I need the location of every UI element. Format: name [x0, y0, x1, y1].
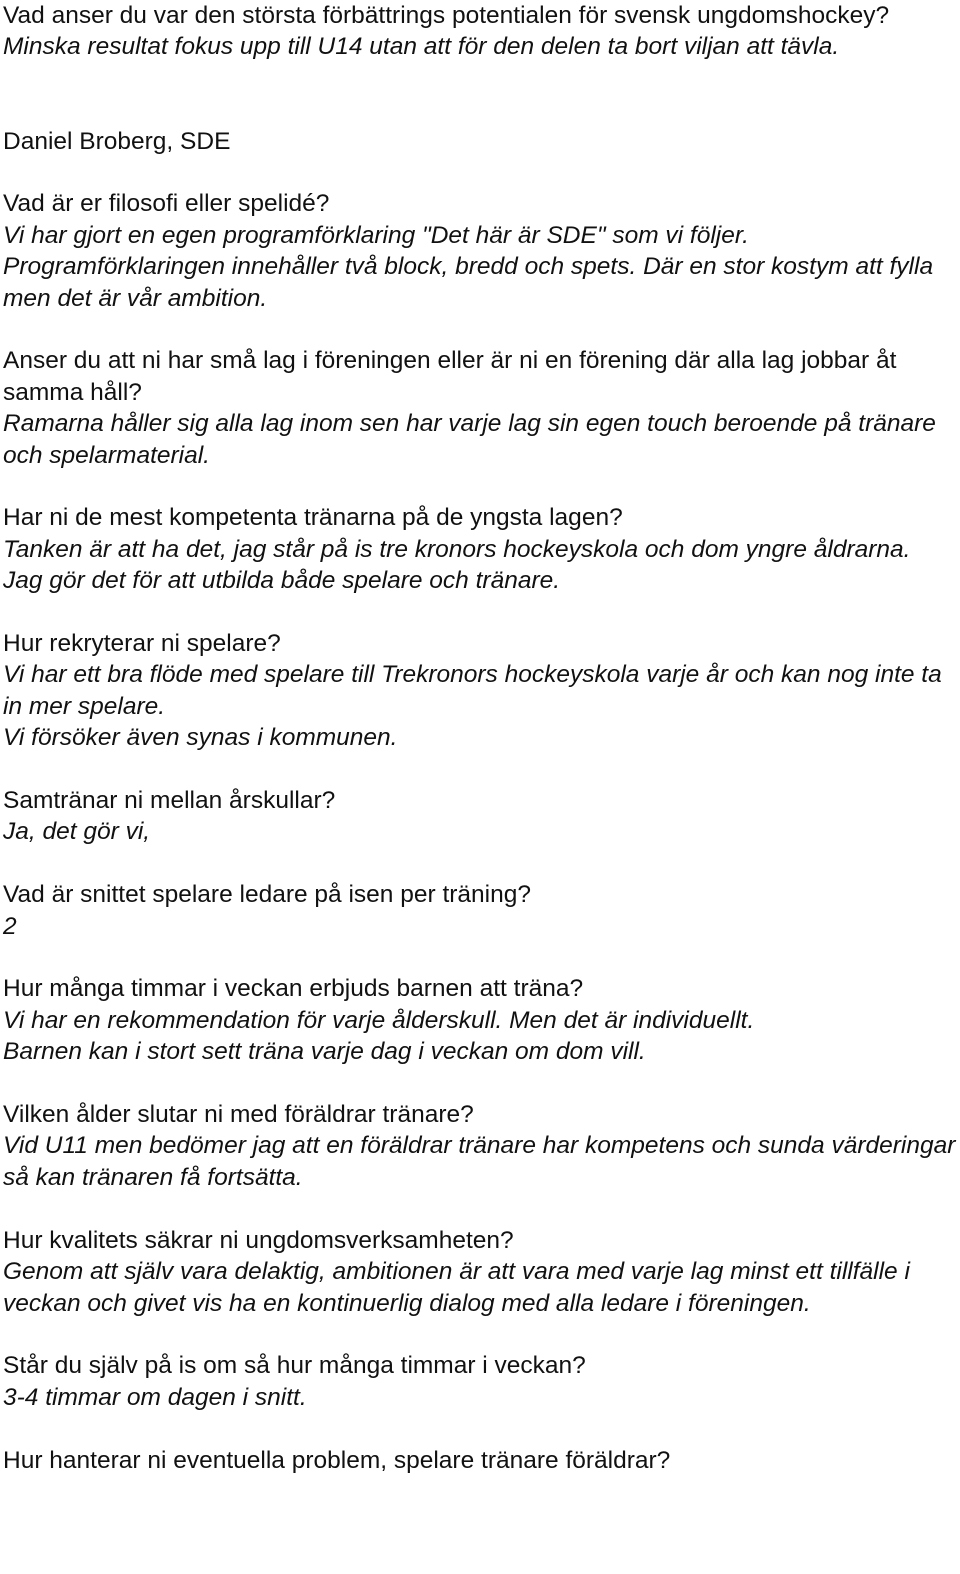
- question: Hur många timmar i veckan erbjuds barnen att träna?: [3, 975, 584, 1003]
- answer-continued: Vi försöker även synas i kommunen.: [3, 724, 398, 752]
- spacer: [3, 597, 956, 628]
- qa-item-hours: [3, 973, 956, 1067]
- intro-block: [3, 0, 956, 63]
- spacer: [3, 157, 956, 188]
- intro-question: Vad anser du var den största förbättrings potentialen för svensk ungdomshockey?: [3, 2, 890, 29]
- spacer: [3, 314, 956, 345]
- qa-item-problems: [3, 1445, 956, 1476]
- answer: Vi har en rekommendation för varje ålderskull. Men det är individuellt.: [3, 1006, 755, 1034]
- spacer: [3, 1193, 956, 1224]
- qa-item-parent-coaches: [3, 1099, 956, 1193]
- answer: 3-4 timmar om dagen i snitt.: [3, 1383, 307, 1411]
- answer: Vid U11 men bedömer jag att en föräldrar tränare har kompetens och sunda värderingar så kan tränaren få fortsätta.: [3, 1132, 956, 1191]
- answer-continued: Barnen kan i stort sett träna varje dag i veckan om dom vill.: [3, 1038, 646, 1066]
- question: Anser du att ni har små lag i föreningen eller är ni en förening där alla lag jobbar åt samma håll?: [3, 347, 897, 406]
- question: Hur hanterar ni eventuella problem, spelare tränare föräldrar?: [3, 1446, 671, 1474]
- question: Samtränar ni mellan årskullar?: [3, 787, 336, 815]
- answer: Vi har ett bra flöde med spelare till Trekronors hockeyskola varje år och kan nog inte ta in mer spelare.: [3, 661, 942, 720]
- answer: Tanken är att ha det, jag står på is tre kronors hockeyskola och dom yngre åldrarna. Jag gör det för att utbilda både spelare och tränare.: [3, 535, 911, 595]
- question: Vad är er filosofi eller spelidé?: [3, 190, 330, 218]
- spacer: [3, 754, 956, 785]
- question: Hur rekryterar ni spelare?: [3, 630, 281, 658]
- question: Vad är snittet spelare ledare på isen per träning?: [3, 881, 531, 909]
- answer: Ramarna håller sig alla lag inom sen har varje lag sin egen touch beroende på tränare och spelarmaterial.: [3, 410, 936, 469]
- qa-item-quality: [3, 1225, 956, 1319]
- spacer: [3, 1413, 956, 1444]
- spacer: [3, 942, 956, 973]
- qa-item-teams: [3, 345, 956, 471]
- spacer: [3, 471, 956, 502]
- interviewee-heading: Daniel Broberg, SDE: [3, 127, 231, 155]
- qa-item-ice-time: [3, 1350, 956, 1413]
- qa-item-recruiting: [3, 628, 956, 754]
- question: Hur kvalitets säkrar ni ungdomsverksamheten?: [3, 1226, 514, 1254]
- qa-item-philosophy: [3, 188, 956, 314]
- answer: 2: [3, 912, 17, 940]
- spacer: [3, 848, 956, 879]
- answer: Ja, det gör vi,: [3, 818, 151, 846]
- spacer: [3, 1319, 956, 1350]
- qa-item-cotraining: [3, 785, 956, 848]
- qa-item-ratio: [3, 879, 956, 942]
- answer: Genom att själv vara delaktig, ambitionen är att vara med varje lag minst ett tillfälle i veckan och givet vis ha en kontinuerlig dialog med alla ledare i föreningen.: [3, 1258, 910, 1317]
- question: Har ni de mest kompetenta tränarna på de yngsta lagen?: [3, 504, 623, 532]
- question: Står du själv på is om så hur många timmar i veckan?: [3, 1352, 586, 1380]
- intro-answer: Minska resultat fokus upp till U14 utan att för den delen ta bort viljan att tävla.: [3, 33, 840, 61]
- qa-item-coaches: [3, 502, 956, 596]
- spacer: [3, 1068, 956, 1099]
- question: Vilken ålder slutar ni med föräldrar tränare?: [3, 1101, 474, 1129]
- answer: Vi har gjort en egen programförklaring "Det här är SDE" som vi följer. Programförklaringen innehåller två block, bredd och spets. Där en stor kostym att fylla men det är vår ambition.: [3, 221, 934, 312]
- spacer: [3, 63, 956, 126]
